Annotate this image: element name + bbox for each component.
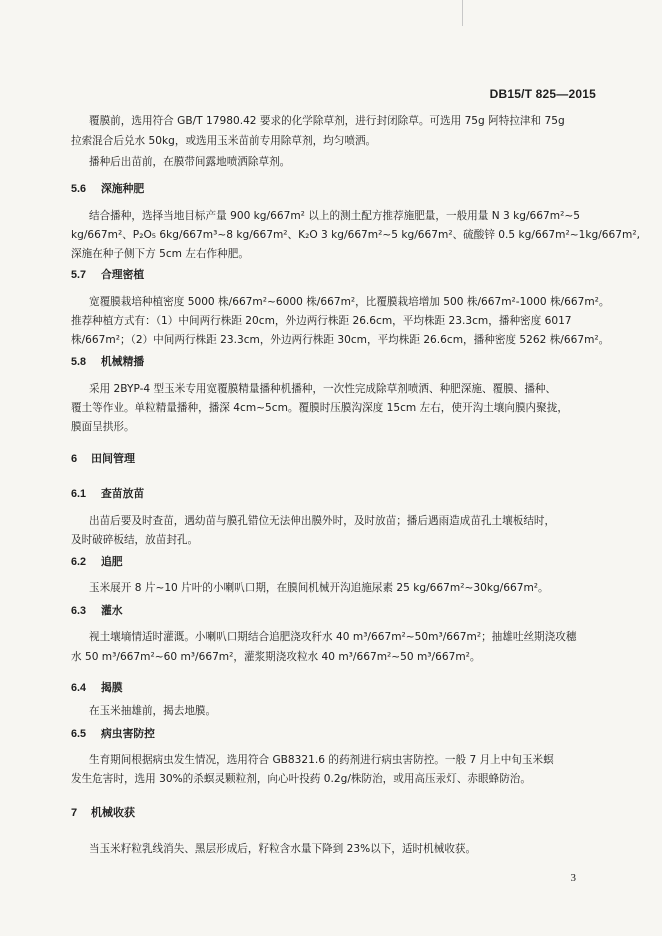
heading-6-1 [71, 489, 144, 500]
heading-5-8 [71, 357, 144, 368]
heading-number: 6.2 [71, 556, 87, 568]
heading-title: 合理密植 [101, 268, 145, 281]
paragraph-line: 深施在种子侧下方 5cm 左右作种肥。 [71, 248, 249, 260]
section-number: 6 [71, 453, 78, 465]
paragraph-line: kg/667m²、P₂O₅ 6kg/667m³~8 kg/667m²、K₂O 3 kg/667m²~5 kg/667m²、硫酸锌 0.5 kg/667m²~1kg/667m², [71, 229, 640, 241]
paragraph-line: 视土壤墒情适时灌溉。小喇叭口期结合追肥浇攻秆水 40 m³/667m²~50m³/667m²；抽雄吐丝期浇攻穗 [89, 631, 577, 643]
paragraph-line: 覆膜前，选用符合 GB/T 17980.42 要求的化学除草剂，进行封闭除草。可选用 75g 阿特拉津和 75g [89, 115, 565, 127]
paragraph-line: 采用 2BYP-4 型玉米专用宽覆膜精量播种机播种，一次性完成除草剂喷洒、种肥深施、覆膜、播种、 [89, 383, 557, 395]
heading-6-2 [71, 557, 123, 568]
heading-title: 灌水 [101, 604, 123, 617]
heading-5-6 [71, 184, 144, 195]
paragraph-line: 发生危害时，选用 30%的杀螟灵颗粒剂，向心叶投药 0.2g/株防治，或用高压汞灯、赤眼蜂防治。 [71, 773, 531, 785]
heading-title: 揭膜 [101, 681, 123, 694]
heading-number: 5.8 [71, 356, 87, 368]
paragraph-line: 水 50 m³/667m²~60 m³/667m²，灌浆期浇攻粒水 40 m³/667m²~50 m³/667m²。 [71, 651, 481, 663]
paragraph-line: 宽覆膜栽培种植密度 5000 株/667m²~6000 株/667m²，比覆膜栽培增加 500 株/667m²-1000 株/667m²。 [89, 296, 610, 308]
heading-title: 深施种肥 [101, 182, 145, 195]
heading-number: 6.3 [71, 605, 87, 617]
heading-number: 5.7 [71, 269, 87, 281]
section-title: 机械收获 [91, 806, 135, 819]
heading-6-5 [71, 729, 155, 740]
heading-5-7 [71, 270, 144, 281]
heading-6-4 [71, 683, 123, 694]
section-title: 田间管理 [91, 452, 135, 465]
heading-number: 6.5 [71, 728, 87, 740]
page-number: 3 [570, 872, 576, 884]
heading-number: 6.4 [71, 682, 87, 694]
heading-6-3 [71, 606, 123, 617]
section-7-heading [71, 807, 135, 819]
heading-number: 6.1 [71, 488, 87, 500]
heading-title: 病虫害防控 [101, 727, 155, 740]
heading-title: 查苗放苗 [101, 487, 145, 500]
paragraph-line: 推荐种植方式有：（1）中间两行株距 20cm，外边两行株距 26.6cm，平均株距 23.3cm，播种密度 6017 [71, 315, 572, 327]
heading-number: 5.6 [71, 183, 87, 195]
paragraph-line: 当玉米籽粒乳线消失、黑层形成后，籽粒含水量下降到 23%以下，适时机械收获。 [89, 843, 477, 855]
paragraph-line: 出苗后要及时查苗，遇幼苗与膜孔错位无法伸出膜外时，及时放苗；播后遇雨造成苗孔土壤板结时， [89, 515, 556, 527]
section-6-heading [71, 453, 135, 465]
paragraph-line: 覆土等作业。单粒精量播种，播深 4cm~5cm。覆膜时压膜沟深度 15cm 左右，使开沟土壤向膜内聚拢， [71, 402, 568, 414]
document-code: DB15/T 825—2015 [489, 87, 596, 101]
scan-edge-mark [462, 0, 463, 26]
paragraph-line: 株/667m²；（2）中间两行株距 23.3cm，外边两行株距 30cm，平均株距 26.6cm，播种密度 5262 株/667m²。 [71, 334, 610, 346]
paragraph-line: 生育期间根据病虫发生情况，选用符合 GB8321.6 的药剂进行病虫害防控。一般 7 月上中旬玉米螟 [89, 754, 554, 766]
paragraph-line: 结合播种，选择当地目标产量 900 kg/667m² 以上的测土配方推荐施肥量，一般用量 N 3 kg/667m²~5 [89, 210, 580, 222]
paragraph-line: 玉米展开 8 片~10 片叶的小喇叭口期，在膜间机械开沟追施尿素 25 kg/667m²~30kg/667m²。 [89, 582, 549, 594]
paragraph-line: 拉索混合后兑水 50kg，或选用玉米苗前专用除草剂，均匀喷洒。 [71, 135, 377, 147]
paragraph-line: 膜面呈拱形。 [71, 421, 135, 433]
heading-title: 追肥 [101, 555, 123, 568]
paragraph-line: 在玉米抽雄前，揭去地膜。 [89, 705, 217, 717]
section-number: 7 [71, 807, 78, 819]
paragraph-line: 播种后出苗前，在膜带间露地喷洒除草剂。 [89, 156, 291, 168]
heading-title: 机械精播 [101, 355, 145, 368]
paragraph-line: 及时破碎板结，放苗封孔。 [71, 534, 199, 546]
